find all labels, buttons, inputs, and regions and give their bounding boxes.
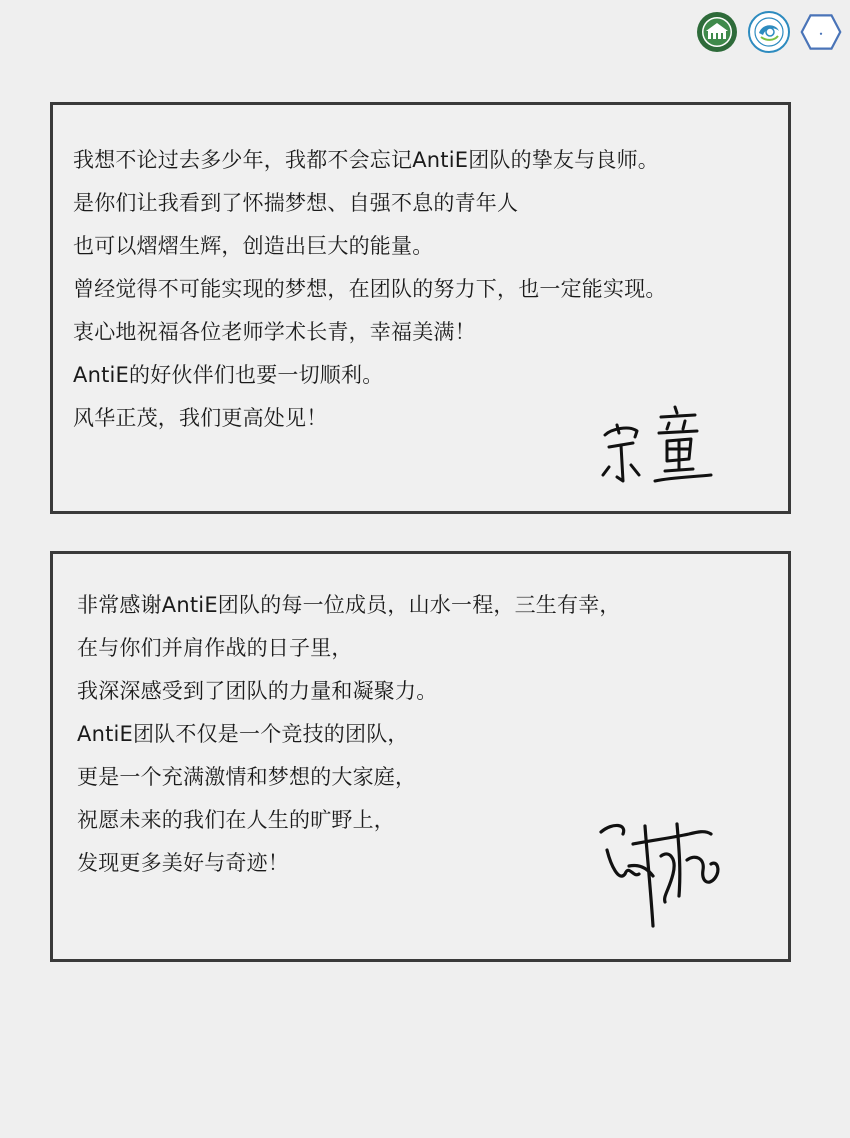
message-line: 风华正茂，我们更高处见！ <box>73 406 328 430</box>
message-line: 祝愿未来的我们在人生的旷野上， <box>77 808 395 832</box>
message-line: 在与你们并肩作战的日子里， <box>77 636 353 660</box>
handwritten-signature-1 <box>593 395 733 495</box>
team-hexagon-logo <box>800 11 842 53</box>
message-card-2 <box>50 551 791 962</box>
message-line: 衷心地祝福各位老师学术长青，幸福美满！ <box>73 320 476 344</box>
message-body-1 <box>73 139 667 440</box>
message-line: AntiE的好伙伴们也要一切顺利。 <box>73 363 384 387</box>
message-line: 我想不论过去多少年，我都不会忘记AntiE团队的挚友与良师。 <box>73 148 660 172</box>
message-line: 是你们让我看到了怀揣梦想、自强不息的青年人 <box>73 191 519 215</box>
message-line: AntiE团队不仅是一个竞技的团队， <box>77 722 409 746</box>
message-line: 更是一个充满激情和梦想的大家庭， <box>77 765 417 789</box>
message-line: 发现更多美好与奇迹！ <box>77 851 289 875</box>
message-line: 我深深感受到了团队的力量和凝聚力。 <box>77 679 438 703</box>
message-line: 曾经觉得不可能实现的梦想，在团队的努力下，也一定能实现。 <box>73 277 667 301</box>
message-line: 非常感谢AntiE团队的每一位成员，山水一程，三生有幸， <box>77 593 621 617</box>
message-card-1 <box>50 102 791 514</box>
handwritten-signature-2 <box>593 804 743 944</box>
message-body-2 <box>77 584 621 885</box>
school-emblem-logo <box>748 11 790 53</box>
message-line: 也可以熠熠生辉，创造出巨大的能量。 <box>73 234 434 258</box>
header-logos <box>696 10 842 54</box>
university-seal-logo <box>696 11 738 53</box>
